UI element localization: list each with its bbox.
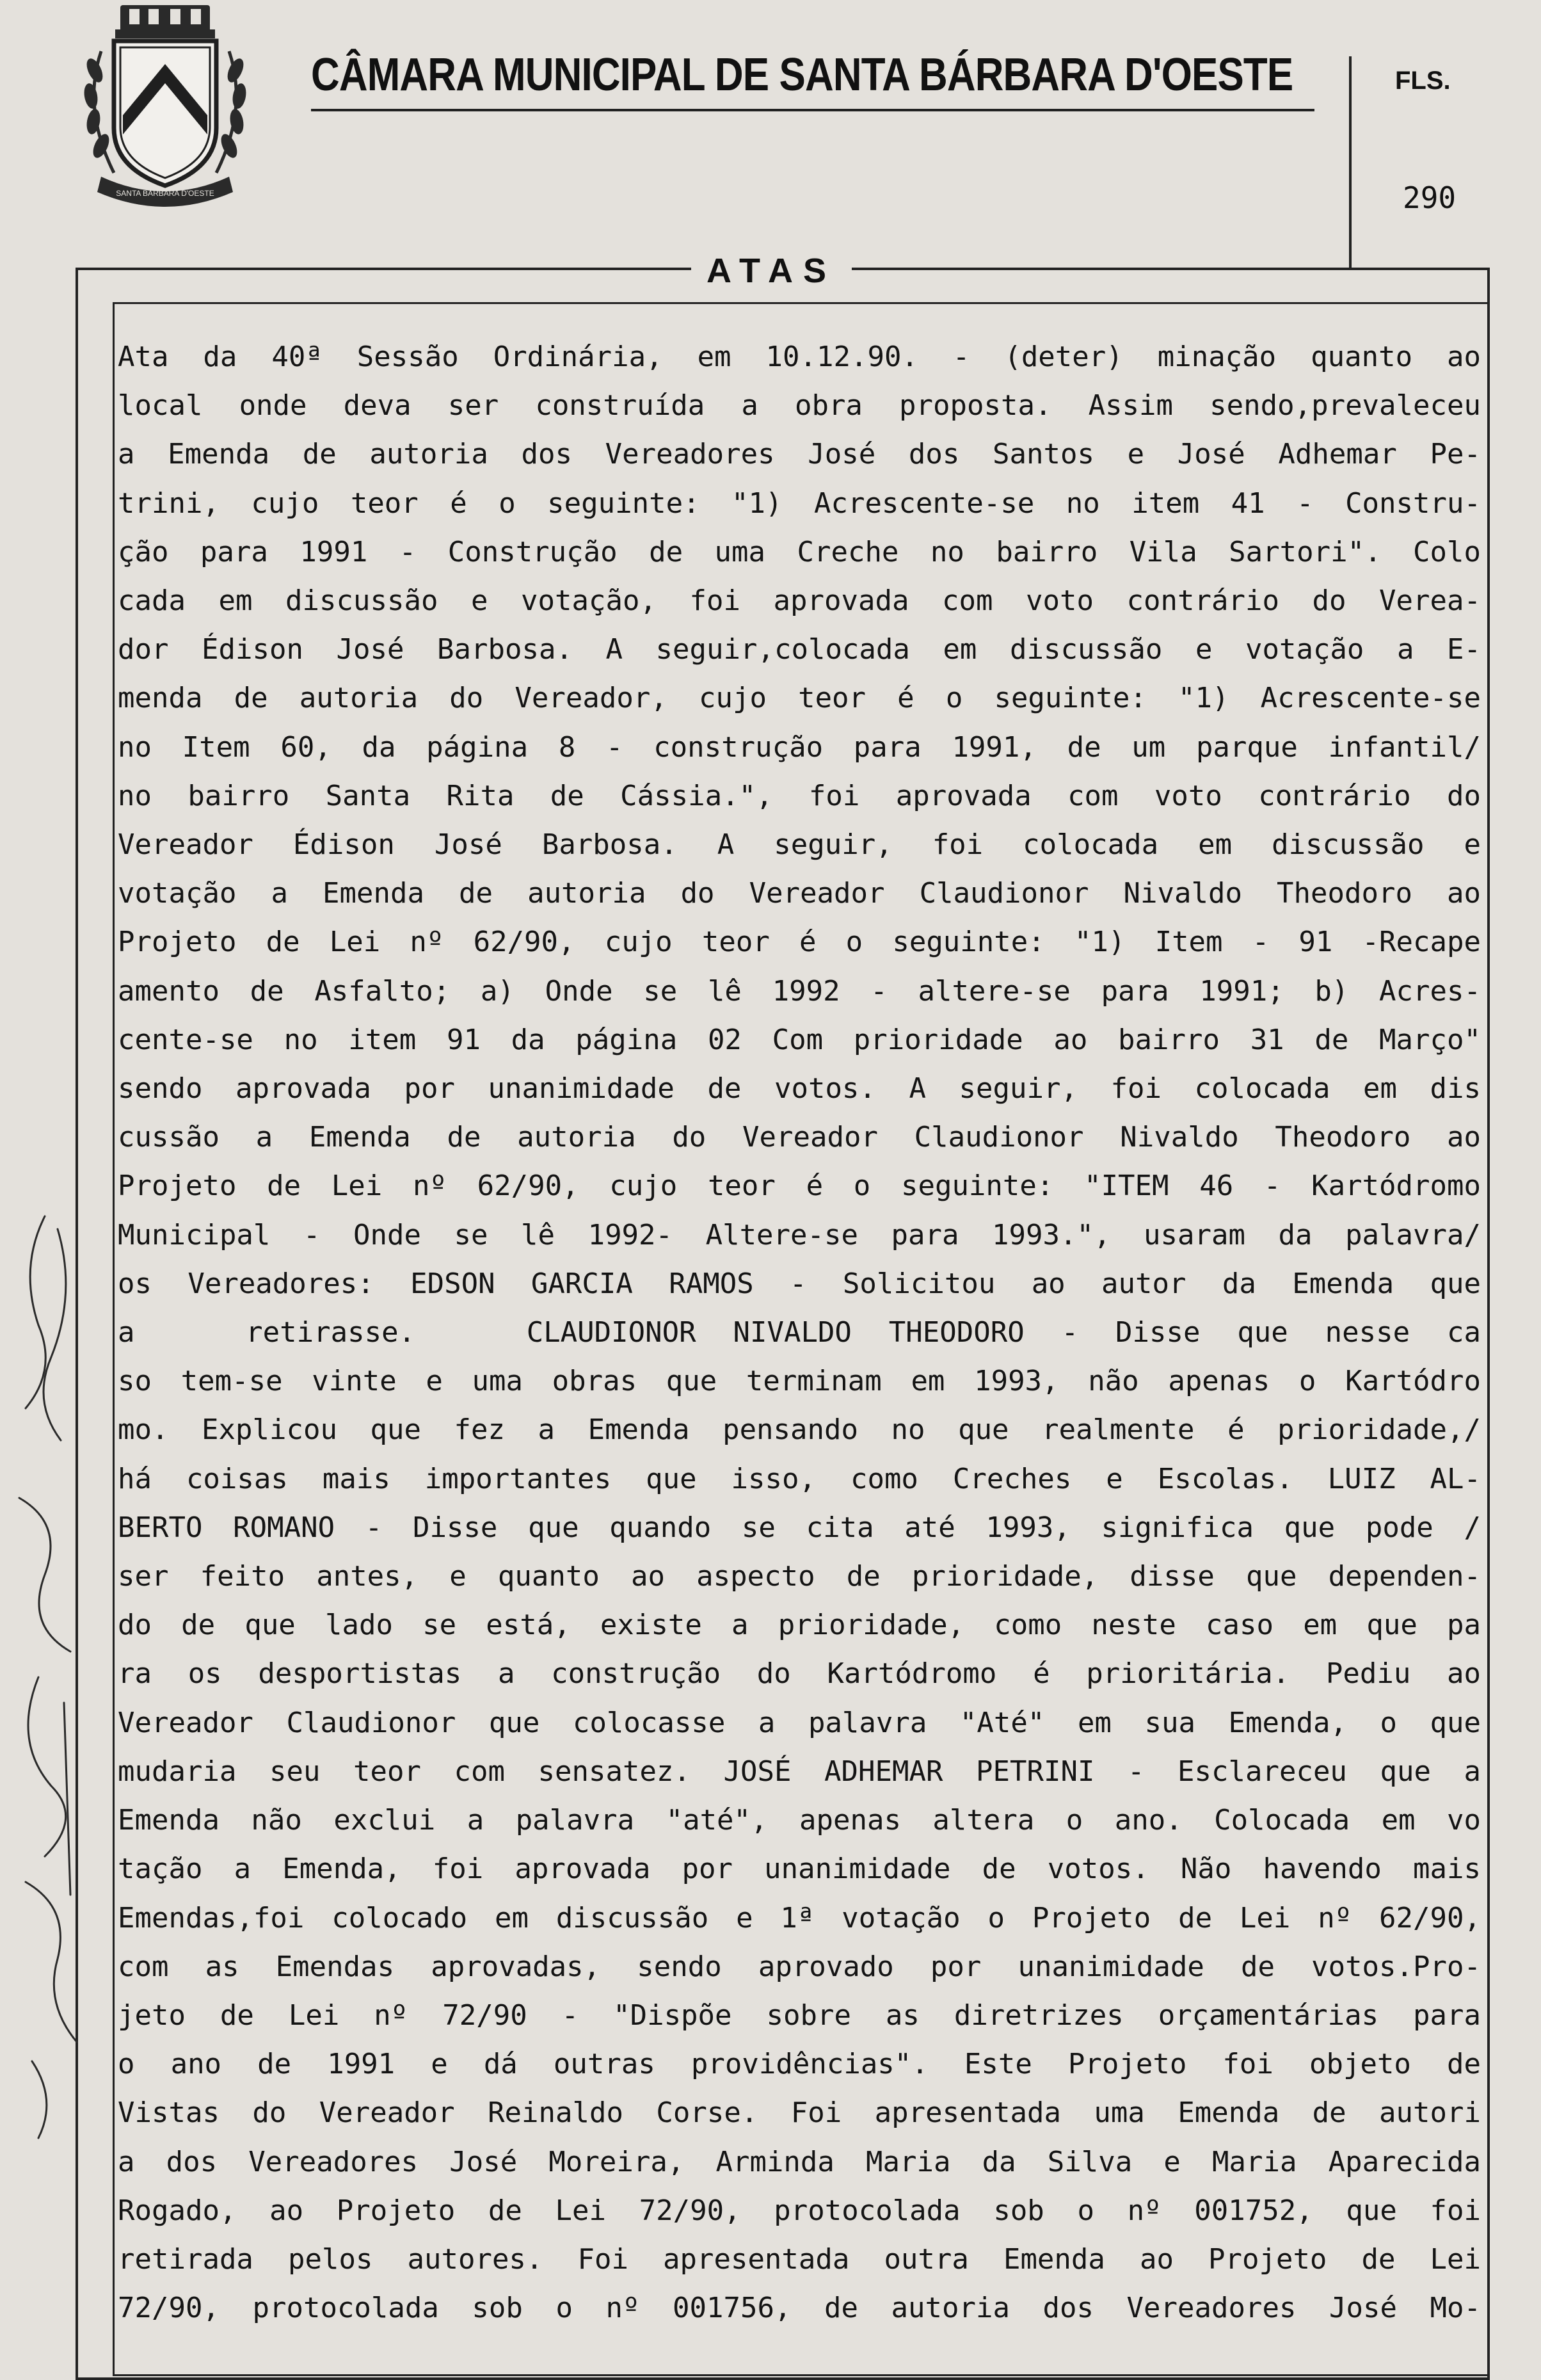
minutes-line: BERTO ROMANO - Disse que quando se cita até 1993, significa que pode / (118, 1511, 1481, 1544)
minutes-line: mo. Explicou que fez a Emenda pensando no que realmente é prioridade,/ (118, 1413, 1481, 1447)
minutes-line: cada em discussão e votação, foi aprovada com voto contrário do Verea- (118, 584, 1481, 618)
folio-divider (1349, 56, 1352, 270)
minutes-line: ser feito antes, e quanto ao aspecto de prioridade, disse que dependen- (118, 1560, 1481, 1593)
minutes-line: do de que lado se está, existe a prioridade, como neste caso em que pa (118, 1609, 1481, 1642)
folio-label: FLS. (1395, 67, 1451, 95)
coat-of-arms-icon (76, 0, 255, 211)
minutes-line: a Emenda de autoria dos Vereadores José dos Santos e José Adhemar Pe- (118, 438, 1481, 471)
minutes-line: no Item 60, da página 8 - construção para 1991, de um parque infantil/ (118, 730, 1481, 764)
minutes-line: trini, cujo teor é o seguinte: "1) Acrescente-se no item 41 - Constru- (118, 486, 1481, 520)
minutes-line: Emendas,foi colocado em discussão e 1ª votação o Projeto de Lei nº 62/90, (118, 1901, 1481, 1934)
minutes-line: local onde deva ser construída a obra proposta. Assim sendo,prevaleceu (118, 389, 1481, 422)
minutes-line: Projeto de Lei nº 62/90, cujo teor é o seguinte: "ITEM 46 - Kartódromo (118, 1170, 1481, 1203)
minutes-line: Vereador Édison José Barbosa. A seguir, foi colocada em discussão e (118, 828, 1481, 862)
minutes-line: há coisas mais importantes que isso, como Creches e Escolas. LUIZ AL- (118, 1462, 1481, 1495)
header-divider (311, 109, 1314, 111)
minutes-line: cussão a Emenda de autoria do Vereador Claudionor Nivaldo Theodoro ao (118, 1121, 1481, 1154)
minutes-line: os Vereadores: EDSON GARCIA RAMOS - Solicitou ao autor da Emenda que (118, 1267, 1481, 1300)
minutes-line: jeto de Lei nº 72/90 - "Dispõe sobre as diretrizes orçamentárias para (118, 1998, 1481, 2032)
minutes-line: Municipal - Onde se lê 1992- Altere-se para 1993.", usaram da palavra/ (118, 1218, 1481, 1251)
minutes-line: Vistas do Vereador Reinaldo Corse. Foi apresentada uma Emenda de autori (118, 2096, 1481, 2130)
section-title: ATAS (691, 251, 852, 291)
seal-ribbon-text: SANTA BÁRBARA D'OESTE (116, 189, 214, 198)
minutes-line: a dos Vereadores José Moreira, Arminda Maria da Silva e Maria Aparecida (118, 2145, 1481, 2178)
minutes-body (118, 333, 1481, 2333)
minutes-line: sendo aprovada por unanimidade de votos. A seguir, foi colocada em dis (118, 1072, 1481, 1106)
minutes-line: Rogado, ao Projeto de Lei 72/90, protocolada sob o nº 001752, que foi (118, 2194, 1481, 2227)
minutes-line: a retirasse. CLAUDIONOR NIVALDO THEODORO - Disse que nesse ca (118, 1316, 1481, 1349)
minutes-line: ção para 1991 - Construção de uma Creche no bairro Vila Sartori". Colo (118, 535, 1481, 568)
minutes-line: dor Édison José Barbosa. A seguir,colocada em discussão e votação a E- (118, 633, 1481, 666)
minutes-line: votação a Emenda de autoria do Vereador Claudionor Nivaldo Theodoro ao (118, 877, 1481, 910)
minutes-line: Projeto de Lei nº 62/90, cujo teor é o seguinte: "1) Item - 91 -Recape (118, 926, 1481, 959)
minutes-line: tação a Emenda, foi aprovada por unanimidade de votos. Não havendo mais (118, 1853, 1481, 1886)
minutes-line: ra os desportistas a construção do Kartódromo é prioritária. Pediu ao (118, 1657, 1481, 1691)
minutes-line: o ano de 1991 e dá outras providências". Este Projeto foi objeto de (118, 2048, 1481, 2081)
minutes-line: cente-se no item 91 da página 02 Com prioridade ao bairro 31 de Março" (118, 1023, 1481, 1056)
minutes-line: menda de autoria do Vereador, cujo teor é o seguinte: "1) Acrescente-se (118, 682, 1481, 715)
minutes-line: no bairro Santa Rita de Cássia.", foi aprovada com voto contrário do (118, 779, 1481, 812)
minutes-line: retirada pelos autores. Foi apresentada outra Emenda ao Projeto de Lei (118, 2242, 1481, 2276)
minutes-line: mudaria seu teor com sensatez. JOSÉ ADHEMAR PETRINI - Esclareceu que a (118, 1755, 1481, 1788)
minutes-line: Vereador Claudionor que colocasse a palavra "Até" em sua Emenda, o que (118, 1706, 1481, 1739)
minutes-line: Ata da 40ª Sessão Ordinária, em 10.12.90. - (deter) minação quanto ao (118, 341, 1481, 373)
minutes-line: Emenda não exclui a palavra "até", apenas altera o ano. Colocada em vo (118, 1804, 1481, 1837)
margin-signature-icon (0, 1191, 96, 2151)
page-number: 290 (1403, 181, 1457, 215)
minutes-line: so tem-se vinte e uma obras que terminam em 1993, não apenas o Kartódro (118, 1365, 1481, 1398)
institution-name: CÂMARA MUNICIPAL DE SANTA BÁRBARA D'OESTE (311, 49, 1293, 101)
minutes-line: com as Emendas aprovadas, sendo aprovado por unanimidade de votos.Pro- (118, 1950, 1481, 1983)
minutes-line: 72/90, protocolada sob o nº 001756, de autoria dos Vereadores José Mo- (118, 2292, 1481, 2325)
minutes-line: amento de Asfalto; a) Onde se lê 1992 - altere-se para 1991; b) Acres- (118, 974, 1481, 1008)
